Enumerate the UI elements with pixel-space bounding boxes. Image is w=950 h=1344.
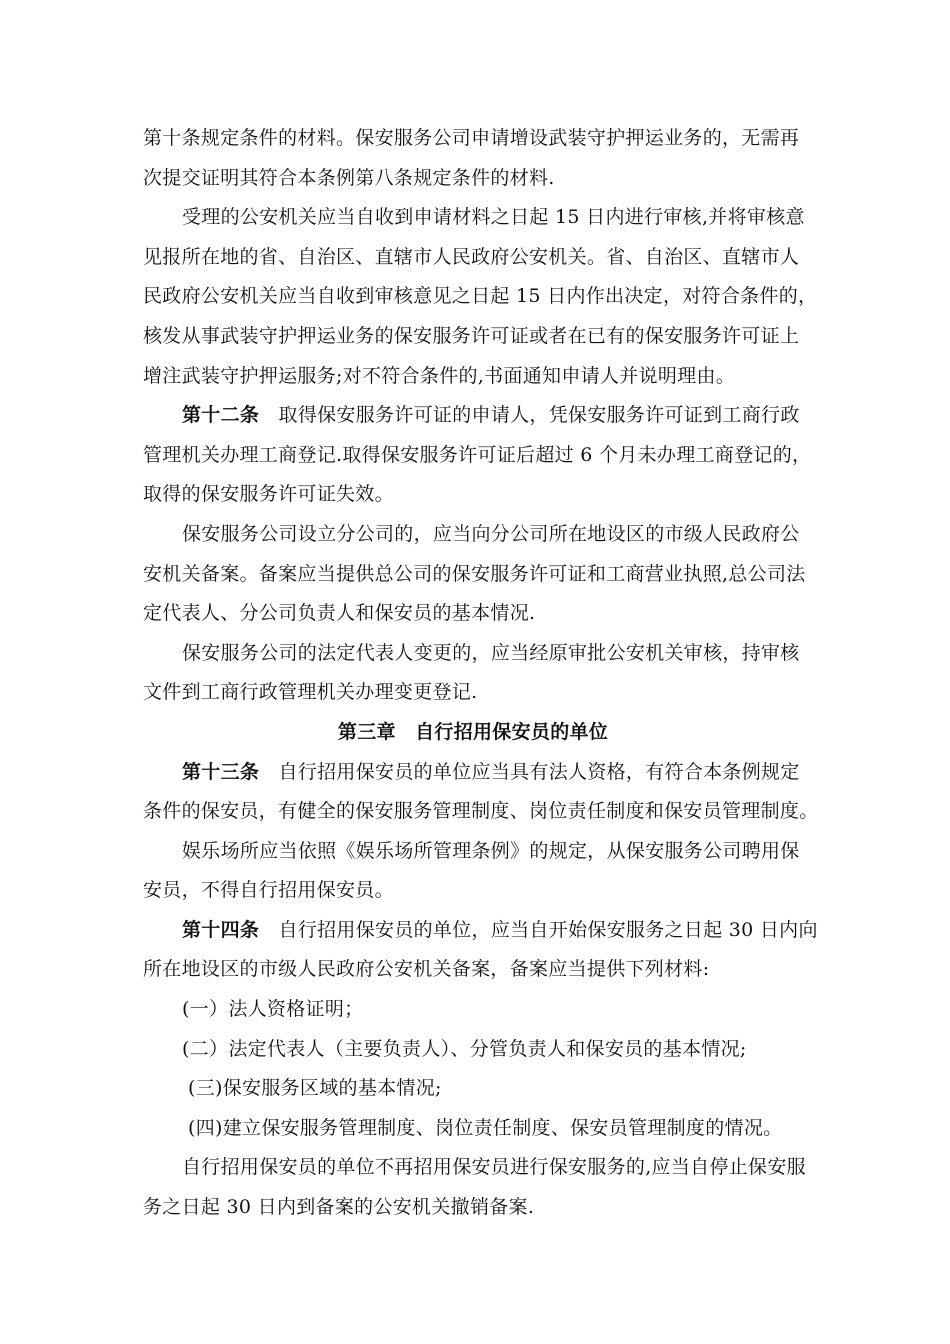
paragraph-line: 务之日起 30 日内到备案的公安机关撤销备案. bbox=[143, 1196, 535, 1219]
paragraph-line: 次提交证明其符合本条例第八条规定条件的材料. bbox=[143, 166, 555, 189]
list-item: (二）法定代表人（主要负责人）、分管负责人和保安员的基本情况; bbox=[182, 1037, 747, 1060]
article-13-label: 第十三条 bbox=[182, 760, 260, 783]
article-gap bbox=[259, 404, 278, 426]
article-gap bbox=[259, 761, 278, 783]
list-item: (四)建立保安服务管理制度、岗位责任制度、保安员管理制度的情况。 bbox=[188, 1116, 783, 1139]
list-item: (三)保安服务区域的基本情况; bbox=[188, 1077, 442, 1100]
article-14-label: 第十四条 bbox=[182, 918, 260, 941]
paragraph-line: 第十条规定条件的材料。保安服务公司申请增设武装守护押运业务的，无需再 bbox=[143, 127, 800, 149]
article-13-text: 自行招用保安员的单位应当具有法人资格，有符合本条例规定 bbox=[278, 760, 800, 783]
paragraph-line: 增注武装守护押运服务;对不符合条件的,书面通知申请人并说明理由。 bbox=[143, 364, 736, 387]
paragraph-line: 所在地设区的市级人民政府公安机关备案，备案应当提供下列材料: bbox=[143, 958, 710, 981]
paragraph-line: 见报所在地的省、自治区、直辖市人民政府公安机关。省、自治区、直辖市人 bbox=[143, 245, 800, 268]
article-14-line bbox=[143, 911, 818, 951]
paragraph-line: 自行招用保安员的单位不再招用保安员进行保安服务的,应当自停止保安服 bbox=[182, 1156, 806, 1179]
paragraph-line: 文件到工商行政管理机关办理变更登记. bbox=[143, 681, 478, 704]
document-page bbox=[143, 119, 819, 1228]
paragraph-line: 受理的公安机关应当自收到申请材料之日起 15 日内进行审核,并将审核意 bbox=[182, 206, 805, 229]
paragraph-line: 取得的保安服务许可证失效。 bbox=[143, 483, 394, 506]
list-item: (一）法人资格证明； bbox=[182, 998, 364, 1021]
paragraph-line: 条件的保安员，有健全的保安服务管理制度、岗位责任制度和保安员管理制度。 bbox=[143, 800, 819, 823]
paragraph-line: 安员，不得自行招用保安员。 bbox=[143, 879, 394, 902]
chapter-heading: 第三章 自行招用保安员的单位 bbox=[337, 720, 609, 743]
article-12-label: 第十二条 bbox=[182, 404, 260, 427]
paragraph-line: 娱乐场所应当依照《娱乐场所管理条例》的规定，从保安服务公司聘用保 bbox=[182, 839, 800, 862]
paragraph-line: 管理机关办理工商登记.取得保安服务许可证后超过 6 个月未办理工商登记的， bbox=[143, 443, 812, 466]
paragraph-line: 保安服务公司设立分公司的，应当向分公司所在地设区的市级人民政府公 bbox=[182, 522, 800, 545]
article-12-line bbox=[143, 396, 803, 436]
paragraph-line: 民政府公安机关应当自收到审核意见之日起 15 日内作出决定，对符合条件的， bbox=[143, 285, 818, 308]
article-12-text: 取得保安服务许可证的申请人，凭保安服务许可证到工商行政 bbox=[278, 404, 800, 427]
paragraph-line: 核发从事武装守护押运业务的保安服务许可证或者在已有的保安服务许可证上 bbox=[143, 324, 800, 347]
article-14-text: 自行招用保安员的单位，应当自开始保安服务之日起 30 日内向 bbox=[278, 918, 818, 941]
article-gap bbox=[259, 919, 278, 941]
paragraph-line: 安机关备案。备案应当提供总公司的保安服务许可证和工商营业执照,总公司法 bbox=[143, 562, 806, 585]
paragraph-line: 保安服务公司的法定代表人变更的，应当经原审批公安机关审核，持审核 bbox=[182, 641, 800, 664]
article-13-line bbox=[143, 753, 803, 793]
paragraph-line: 定代表人、分公司负责人和保安员的基本情况. bbox=[143, 602, 536, 625]
